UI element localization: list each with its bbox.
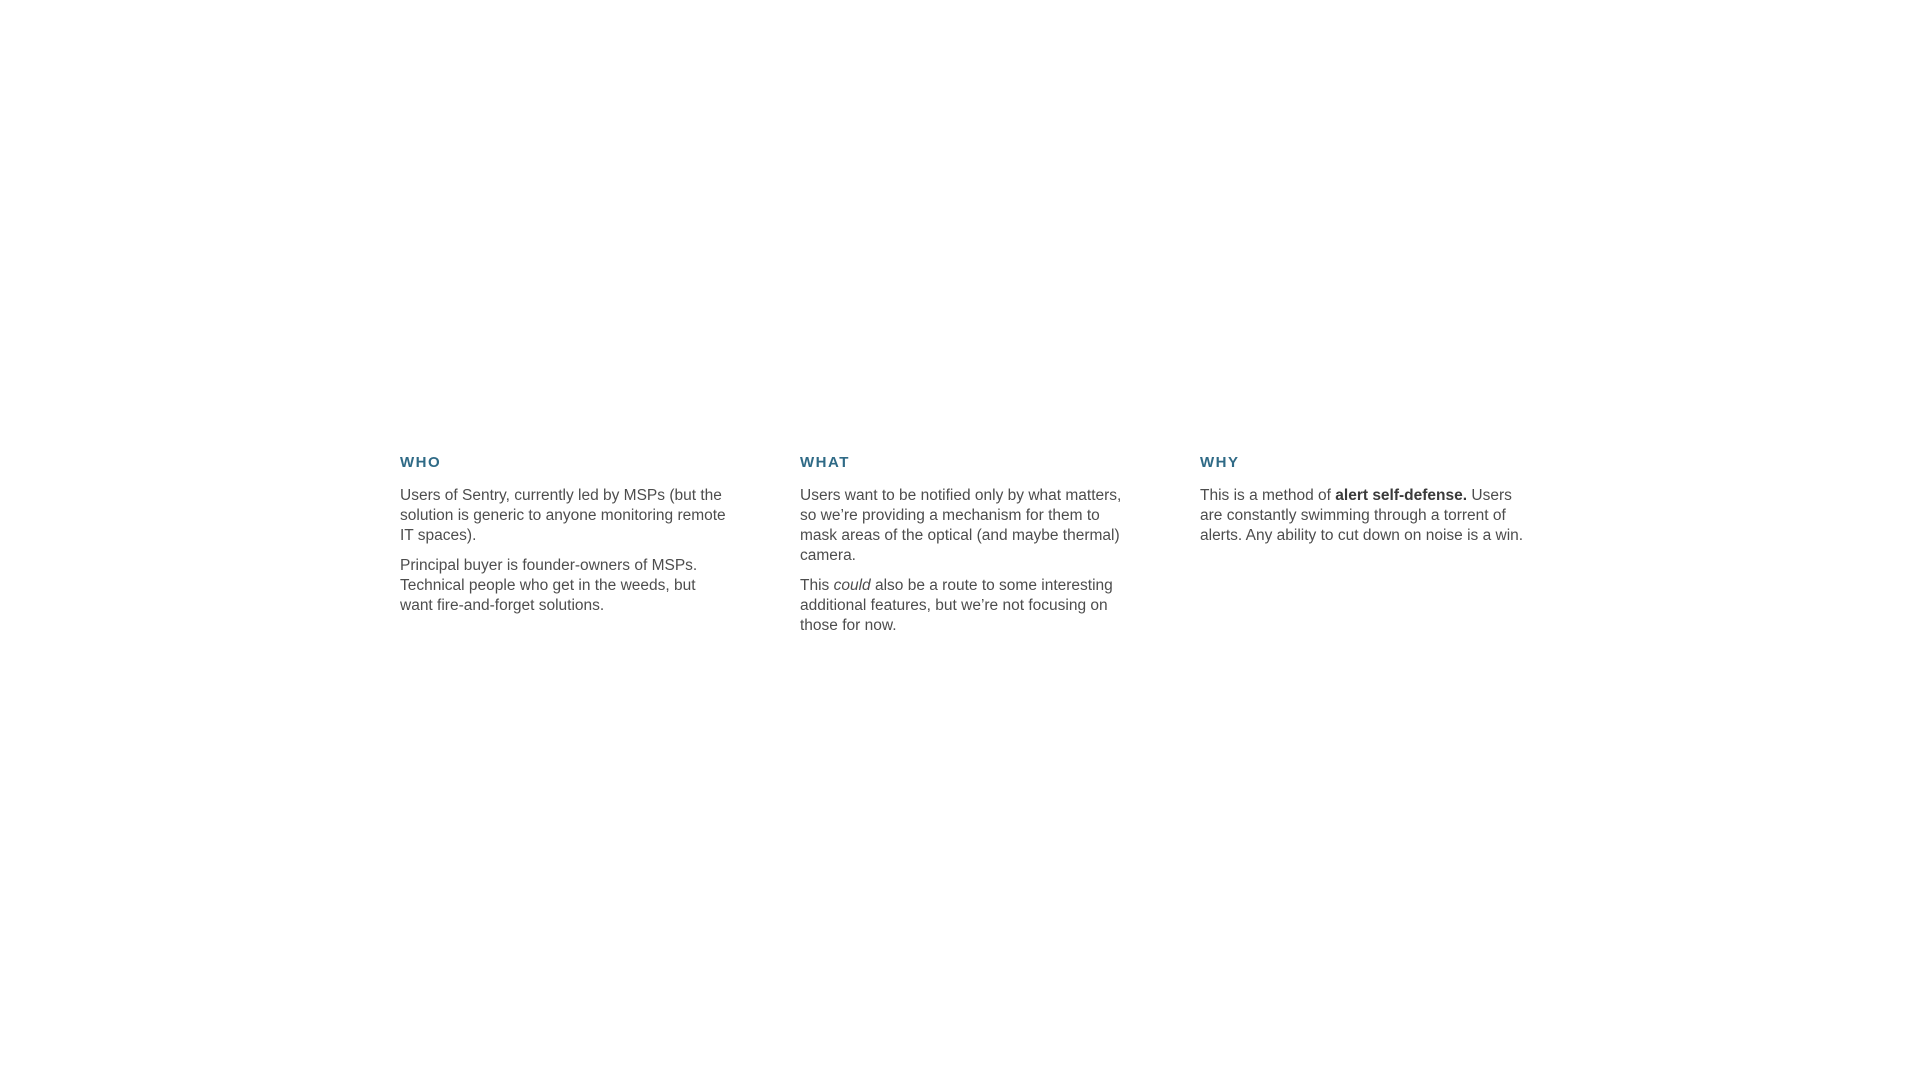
who-column [400, 452, 730, 646]
three-column-section [400, 452, 1540, 646]
what-paragraph-1: Users want to be notified only by what matters, so we’re providing a mechanism for them to mask areas of the optical (and maybe thermal) camera. [800, 487, 1122, 564]
what-column [800, 452, 1130, 646]
who-paragraph-2: Principal buyer is founder-owners of MSPs. Technical people who get in the weeds, but want fire-and-forget solutions. [400, 557, 698, 614]
who-heading: WHO [400, 454, 442, 471]
why-paragraph-1-bold: alert self-defense. [1335, 487, 1468, 504]
what-heading: WHAT [800, 454, 850, 471]
who-paragraph-1: Users of Sentry, currently led by MSPs (but the solution is generic to anyone monitoring remote IT spaces). [400, 487, 726, 544]
what-paragraph-2-emphasis: could [833, 577, 871, 594]
why-heading: WHY [1200, 454, 1240, 471]
why-paragraph-1-end: Users are constantly swimming through a torrent of alerts. Any ability to cut down on noise is a win. [1200, 487, 1524, 544]
why-paragraph-1-start: This is a method of [1200, 487, 1336, 504]
what-paragraph-2-end: also be a route to some interesting additional features, but we’re not focusing on those for now. [800, 577, 1113, 634]
what-paragraph-2-start: This [800, 577, 834, 594]
why-column [1200, 452, 1530, 646]
why-paragraph-1 [1200, 486, 1530, 546]
what-paragraph-2 [800, 576, 1130, 636]
